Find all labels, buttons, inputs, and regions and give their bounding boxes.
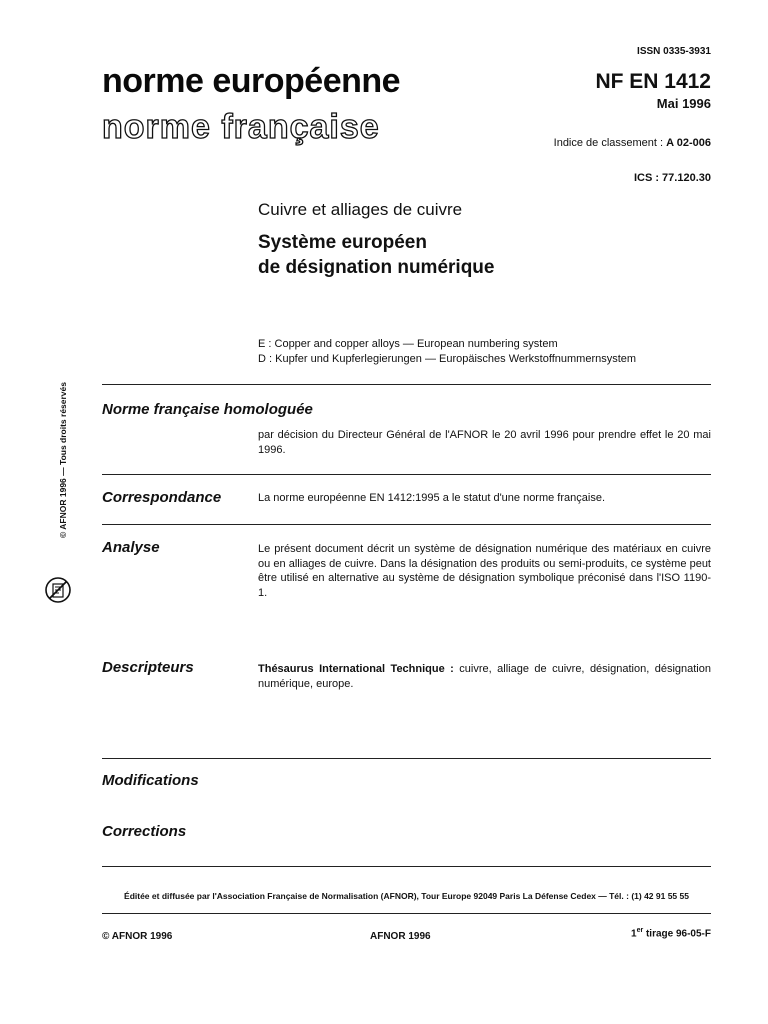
standard-date: Mai 1996 (656, 96, 711, 111)
section-heading-descripteurs: Descripteurs (102, 659, 194, 676)
classification-index (554, 137, 711, 149)
translation-de: D : Kupfer und Kupferlegierungen — Europäisches Werkstoffnummernsystem (258, 353, 637, 365)
title-norme-europeenne: norme européenne (102, 62, 401, 100)
section-text-correspondance: La norme européenne EN 1412:1995 a le statut d'une norme française. (258, 492, 605, 504)
translations (258, 337, 636, 367)
document-subject: Cuivre et alliages de cuivre (258, 200, 463, 219)
printing-ordinal: 1 (631, 928, 637, 940)
classification-label: Indice de classement : (553, 137, 664, 149)
copyright-vertical-text: © AFNOR 1996 — Tous droits réservés (58, 382, 68, 539)
section-text-homologation: par décision du Directeur Général de l'AFNOR le 20 avril 1996 pour prendre effet le 20 mai 1996. (258, 429, 711, 456)
descripteurs-value: cuivre, alliage de cuivre, désignation, désignation numérique, europe. (258, 663, 711, 690)
section-text-descripteurs (258, 662, 711, 691)
divider (102, 866, 711, 867)
section-heading-corrections: Corrections (102, 823, 187, 840)
issn: ISSN 0335-3931 (637, 46, 711, 57)
translation-en: E : Copper and copper alloys — European numbering system (258, 338, 558, 350)
divider (102, 913, 711, 914)
divider (102, 384, 711, 385)
document-title-line1: Système européen (258, 232, 427, 253)
descripteurs-label: Thésaurus International Technique : (258, 663, 454, 675)
section-text-analyse: Le présent document décrit un système de désignation numérique des matériaux en cuivre ou en alliages de cuivre. Dans la désignation des produits ou semi-produits, ce système peut être utilisé en alternative au système de désignation symbolique préconisé dans l'ISO 1190-1. (258, 543, 711, 599)
document-title (258, 230, 494, 280)
divider (102, 758, 711, 759)
divider (102, 474, 711, 475)
section-heading-homologation: Norme française homologuée (102, 401, 313, 418)
standard-number: NF EN 1412 (595, 70, 711, 93)
title-norme-francaise: norme française (102, 108, 380, 146)
section-heading-analyse: Analyse (102, 539, 160, 556)
section-heading-correspondance: Correspondance (102, 489, 222, 506)
no-photocopy-icon (44, 576, 72, 604)
divider (102, 524, 711, 525)
footer-center: AFNOR 1996 (370, 931, 431, 942)
classification-value: A 02-006 (666, 137, 711, 149)
publisher-note: Éditée et diffusée par l'Association Française de Normalisation (AFNOR), Tour Europe 92049 Paris La Défense Cedex — Tél. : (1) 42 91 55 55 (124, 891, 689, 901)
printing-sup: er (636, 927, 644, 934)
section-heading-modifications: Modifications (102, 772, 199, 789)
ics-code: ICS : 77.120.30 (633, 172, 711, 184)
document-title-line2: de désignation numérique (258, 257, 495, 278)
footer-copyright: © AFNOR 1996 (102, 931, 173, 942)
footer-printing (631, 927, 711, 939)
printing-rest: tirage 96-05-F (643, 928, 711, 940)
